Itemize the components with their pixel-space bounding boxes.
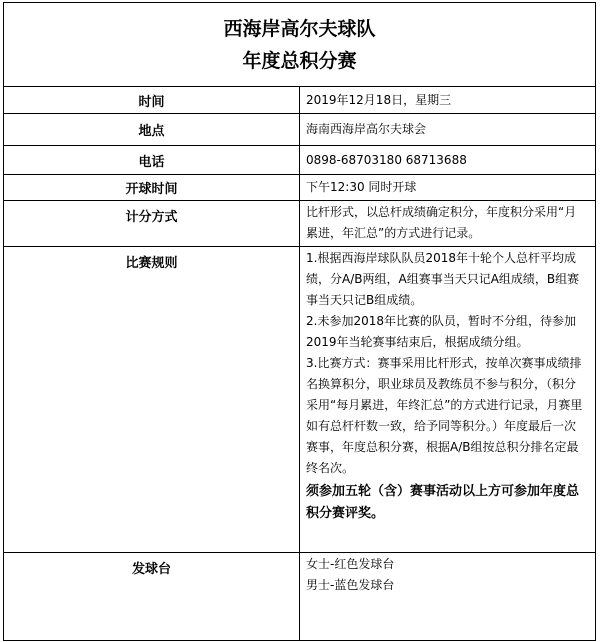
- time-value: 2019年12月18日，星期三: [300, 87, 596, 114]
- time-row: [4, 87, 596, 114]
- rule-paragraph-1: 1.根据西海岸球队队员2018年十轮个人总杆平均成绩，分A/B两组，A组赛事当天只记A组成绩，B组赛事当天只记B组成绩。: [306, 251, 580, 307]
- phone-row: [4, 146, 596, 175]
- scoring-value: 比杆形式，以总杆成绩确定积分，年度积分采用“月累进，年汇总”的方式进行记录。: [300, 201, 596, 247]
- rules-label: 比赛规则: [4, 247, 300, 553]
- scoring-row: [4, 201, 596, 247]
- tee-value: [300, 553, 596, 641]
- phone-value: 0898-68703180 68713688: [300, 146, 596, 175]
- rule-paragraph-3: 3.比赛方式：赛事采用比杆形式，按单次赛事成绩排名换算积分，职业球员及教练员不参与积分，（积分采用“每月累进，年终汇总”的方式进行记录，月赛里如有总杆杆数一致，给予同等积分。）年度最后一次赛事，年度总积分赛，根据A/B组按总积分排名定最终名次。: [306, 356, 583, 475]
- phone-label: 电话: [4, 146, 300, 175]
- tee-time-row: [4, 175, 596, 201]
- schedule-table: [3, 2, 596, 641]
- rule-paragraph-2: 2.未参加2018年比赛的队员，暂时不分组，待参加2019年当轮赛事结束后，根据成绩分组。: [306, 314, 576, 349]
- rules-value: [300, 247, 596, 553]
- tee-women: 女士-红色发球台: [306, 557, 395, 571]
- rules-row: [4, 247, 596, 553]
- place-row: [4, 114, 596, 146]
- title-row: [4, 3, 596, 87]
- tee-label: 发球台: [4, 553, 300, 641]
- tee-men: 男士-蓝色发球台: [306, 578, 395, 592]
- scoring-label: 计分方式: [4, 201, 300, 247]
- title-line-2: 年度总积分赛: [242, 49, 357, 72]
- title-cell: [4, 3, 596, 87]
- tee-row: [4, 553, 596, 641]
- rule-paragraph-eligibility: 须参加五轮（含）赛事活动以上方可参加年度总积分赛评奖。: [306, 484, 580, 521]
- place-value: 海南西海岸高尔夫球会: [300, 114, 596, 146]
- time-label: 时间: [4, 87, 300, 114]
- title-line-1: 西海岸高尔夫球队: [223, 17, 376, 40]
- place-label: 地点: [4, 114, 300, 146]
- tee-time-label: 开球时间: [4, 175, 300, 201]
- tee-time-value: 下午12:30 同时开球: [300, 175, 596, 201]
